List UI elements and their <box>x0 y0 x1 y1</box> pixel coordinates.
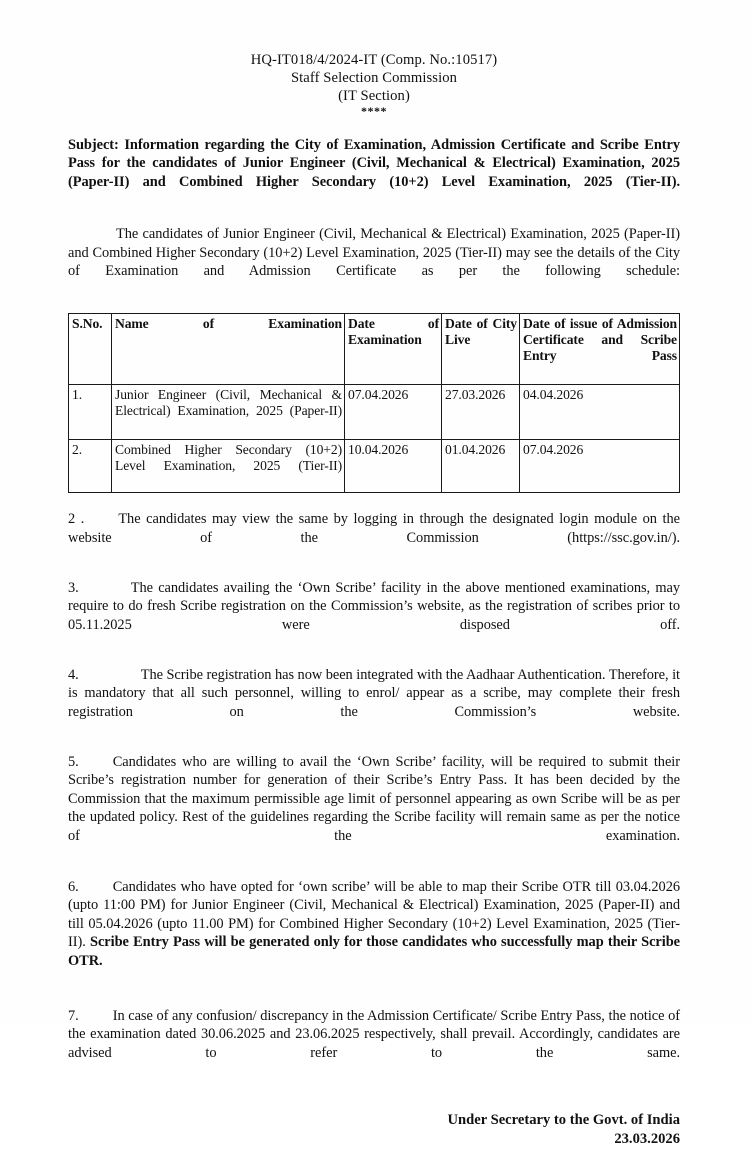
paragraph-5-text: Candidates who are willing to avail the ‘Own Scribe’ facility, will be required to submit their Scribe’s registration number for generation of their Scribe’s Entry Pass. It has been decided by the Commission that the maximum permissible age limit of personnel appearing as own Scribe will be as per the updated policy. Rest of the guidelines regarding the Scribe facility will remain same as per the notice of the examination. <box>68 753 680 844</box>
cell-date-of-city-live: 01.04.2026 <box>442 440 520 493</box>
column-header-name: Name of Examination <box>112 314 345 385</box>
paragraph-6-text: Candidates who have opted for ‘own scribe’ will be able to map their Scribe OTR till 03.04.2026 (upto 11:00 PM) for Junior Engineer (Civil, Mechanical & Electrical) Examination, 2025 (Paper-II) and till 05.04.2026 (upto 11.00 PM) for Combined Higher Secondary (10+2) Level Examination, 2025 (Tier-II). <box>68 878 680 951</box>
cell-date-of-issue: 07.04.2026 <box>520 440 680 493</box>
table-row <box>69 385 680 440</box>
signature-date: 23.03.2026 <box>614 1130 680 1147</box>
cell-exam-name: Junior Engineer (Civil, Mechanical & Electrical) Examination, 2025 (Paper-II) <box>112 385 345 440</box>
cell-date-of-examination: 07.04.2026 <box>345 385 442 440</box>
paragraph-7-text: In case of any confusion/ discrepancy in the Admission Certificate/ Scribe Entry Pass, the notice of the examination dated 30.06.2025 and 23.06.2025 respectively, shall prevail. Accordingly, candidates are advised to refer to the same. <box>68 1007 680 1061</box>
paragraph-4-text: The Scribe registration has now been integrated with the Aadhaar Authentication. Therefore, it is mandatory that all such personnel, willing to enrol/ appear as a scribe, may complete their fresh registration on the Commission’s website. <box>68 666 681 720</box>
paragraph-4 <box>68 666 680 740</box>
paragraph-6-bold-text: Scribe Entry Pass will be generated only for those candidates who successfully map their Scribe OTR. <box>68 934 680 969</box>
paragraph-3-text: The candidates availing the ‘Own Scribe’ facility in the above mentioned examinations, may require to do fresh Scribe registration on the Commission’s website, as the registration of scribes prior to 05.11.2025 were disposed off. <box>68 579 680 633</box>
subject-line: Subject: Information regarding the City of Examination, Admission Certificate and Scribe Entry Pass for the candidates of Junior Engineer (Civil, Mechanical & Electrical) Examination, 2025 (Paper-II) and Combined Higher Secondary (10+2) Level Examination, 2025 (Tier-II). <box>68 137 680 190</box>
cell-date-of-issue: 04.04.2026 <box>520 385 680 440</box>
paragraph-6 <box>68 878 680 989</box>
cell-exam-name: Combined Higher Secondary (10+2) Level Examination, 2025 (Tier-II) <box>112 440 345 493</box>
paragraph-3 <box>68 579 680 653</box>
paragraph-4-number: 4. <box>68 666 79 683</box>
signature-designation: Under Secretary to the Govt. of India <box>447 1111 680 1128</box>
column-header-sno: S.No. <box>69 314 112 385</box>
paragraph-7 <box>68 1007 680 1081</box>
paragraph-2-text: The candidates may view the same by logging in through the designated login module on the website of the Commission (https://ssc.gov.in/). <box>68 511 680 546</box>
document-header <box>68 52 680 119</box>
cell-date-of-examination: 10.04.2026 <box>345 440 442 493</box>
paragraph-5-number: 5. <box>68 753 79 770</box>
cell-sno: 1. <box>69 385 112 440</box>
intro-text: The candidates of Junior Engineer (Civil, Mechanical & Electrical) Examination, 2025 (Paper-II) and Combined Higher Secondary (10+2) Level Examination, 2025 (Tier-II) may see the details of the City of Examination and Admission Certificate as per the following schedule: <box>68 226 680 280</box>
paragraph-6-number: 6. <box>68 878 79 895</box>
column-header-date-of-issue: Date of issue of Admission Certificate and Scribe Entry Pass <box>520 314 680 385</box>
section-name: (IT Section) <box>338 87 410 104</box>
file-number: HQ-IT018/4/2024-IT (Comp. No.:10517) <box>250 52 498 68</box>
paragraph-5 <box>68 753 680 864</box>
paragraph-2-number: 2 . <box>68 511 85 528</box>
column-header-date-of-examination: Date of Examination <box>345 314 442 385</box>
paragraph-2 <box>68 510 680 566</box>
column-header-date-of-city-live: Date of City Live <box>442 314 520 385</box>
document-content <box>68 52 680 1149</box>
signature-block <box>68 1111 680 1149</box>
organisation-name: Staff Selection Commission <box>290 69 458 86</box>
intro-paragraph <box>68 225 680 299</box>
cell-date-of-city-live: 27.03.2026 <box>442 385 520 440</box>
cell-sno: 2. <box>69 440 112 493</box>
table-row <box>69 440 680 493</box>
table-header-row <box>69 314 680 385</box>
paragraph-3-number: 3. <box>68 579 79 596</box>
paragraph-7-number: 7. <box>68 1007 79 1024</box>
asterisk-divider: **** <box>361 104 387 119</box>
schedule-table <box>68 313 680 493</box>
